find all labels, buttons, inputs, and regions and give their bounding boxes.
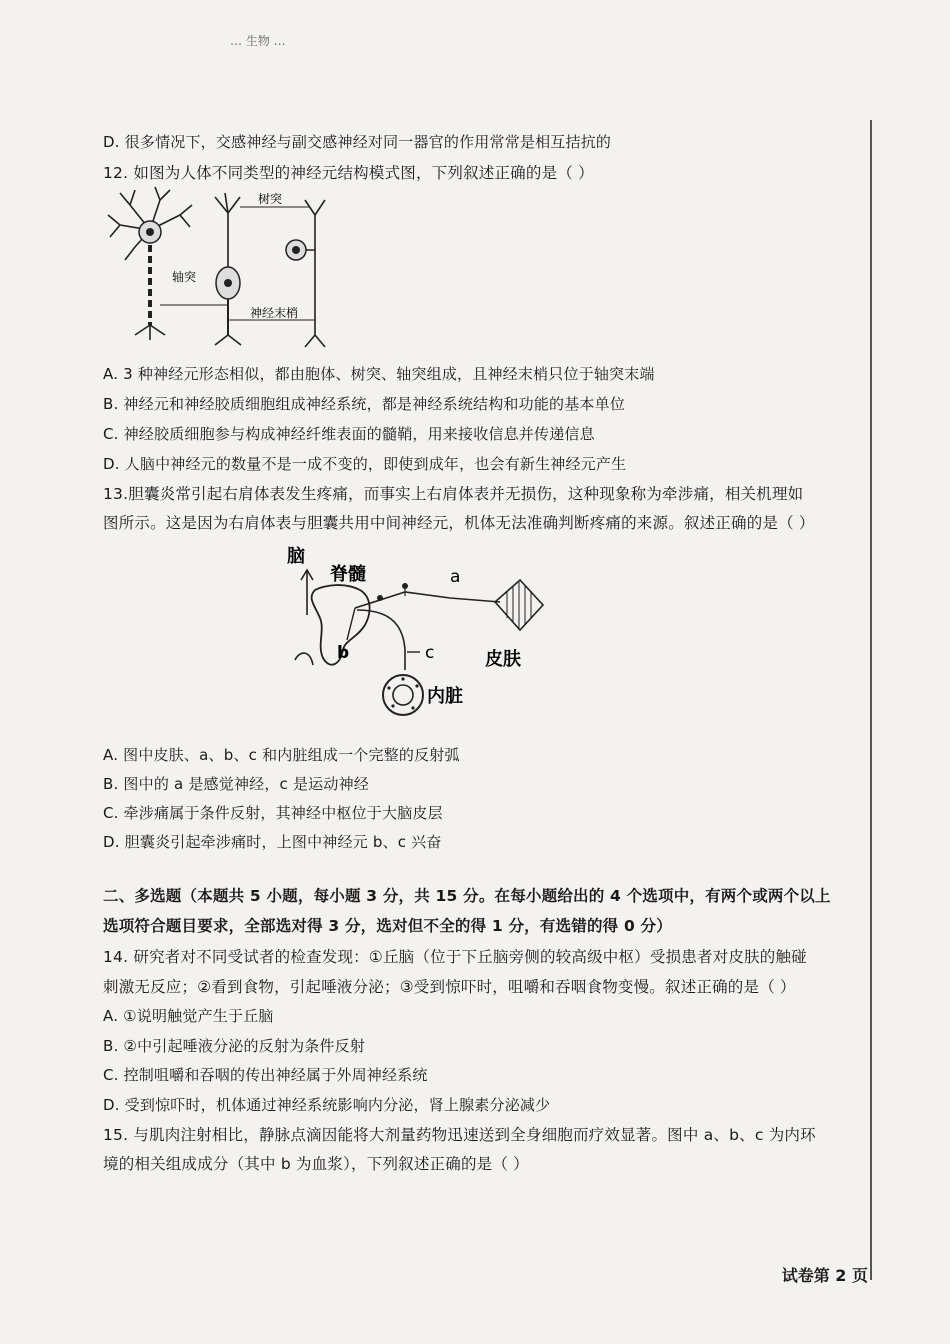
page-frame-line [870,120,872,1280]
q12-stem: 12. 如图为人体不同类型的神经元结构模式图，下列叙述正确的是（ ） [103,164,594,182]
q14-stem-line1: 14. 研究者对不同受试者的检查发现：①丘脑（位于下丘脑旁侧的较高级中枢）受损患者对皮肤的触碰 [103,948,807,966]
label-c: c [425,643,435,663]
q12-option-b: B. 神经元和神经胶质细胞组成神经系统，都是神经系统结构和功能的基本单位 [103,395,626,413]
viscera-icon [383,675,423,715]
skin-icon [495,580,543,630]
q12-option-a: A. 3 种神经元形态相似，都由胞体、树突、轴突组成，且神经末梢只位于轴突末端 [103,365,655,383]
q12-option-d: D. 人脑中神经元的数量不是一成不变的，即使到成年，也会有新生神经元产生 [103,455,627,473]
q13-stem-line1: 13.胆囊炎常引起右肩体表发生疼痛，而事实上右肩体表并无损伤，这种现象称为牵涉痛，相关机理如 [103,485,804,503]
label-brain: 脑 [287,546,305,567]
q14-option-d: D. 受到惊吓时，机体通过神经系统影响内分泌，肾上腺素分泌减少 [103,1096,551,1114]
q14-option-c: C. 控制咀嚼和吞咽的传出神经属于外周神经系统 [103,1066,428,1084]
label-skin: 皮肤 [485,649,521,670]
referred-pain-diagram [285,540,555,720]
q15-stem-line1: 15. 与肌肉注射相比，静脉点滴因能将大剂量药物迅速送到全身细胞而疗效显著。图中 a、b、c 为内环 [103,1126,816,1144]
multipolar-neuron [108,187,192,340]
label-terminal: 神经末梢 [250,306,299,320]
q15-stem-line2: 境的相关组成成分（其中 b 为血浆），下列叙述正确的是（ ） [103,1155,529,1173]
unipolar-neuron [240,200,325,347]
label-b: b [337,643,350,663]
label-dendrite: 树突 [258,192,283,206]
page-header-fragment: … 生物 … [230,34,286,48]
q14-stem-line2: 刺激无反应；②看到食物，引起唾液分泌；③受到惊吓时，咀嚼和吞咽食物变慢。叙述正确的是（ ） [103,978,796,996]
section2-title-line2: 选项符合题目要求，全部选对得 3 分，选对但不全的得 1 分，有选错的得 0 分） [103,917,672,935]
neuron-diagram [100,185,340,355]
q12-option-c: C. 神经胶质细胞参与构成神经纤维表面的髓鞘，用来接收信息并传递信息 [103,425,595,443]
q13-option-a: A. 图中皮肤、a、b、c 和内脏组成一个完整的反射弧 [103,746,460,764]
label-viscera: 内脏 [427,686,463,707]
page-number: 试卷第 2 页 [781,1266,868,1285]
q14-option-a: A. ①说明触觉产生于丘脑 [103,1007,274,1025]
q13-option-d: D. 胆囊炎引起牵涉痛时，上图中神经元 b、c 兴奋 [103,833,442,851]
label-spinal-cord: 脊髓 [330,564,366,585]
q13-option-b: B. 图中的 a 是感觉神经，c 是运动神经 [103,775,369,793]
label-axon: 轴突 [172,270,197,284]
label-a: a [450,567,461,587]
q11-option-d: D. 很多情况下，交感神经与副交感神经对同一器官的作用常常是相互拮抗的 [103,133,612,151]
q14-option-b: B. ②中引起唾液分泌的反射为条件反射 [103,1037,366,1055]
section2-title-line1: 二、多选题（本题共 5 小题，每小题 3 分，共 15 分。在每小题给出的 4 个选项中，有两个或两个以上 [103,887,831,905]
q13-option-c: C. 牵涉痛属于条件反射，其神经中枢位于大脑皮层 [103,804,443,822]
q13-stem-line2: 图所示。这是因为右肩体表与胆囊共用中间神经元，机体无法准确判断疼痛的来源。叙述正确的是（ ） [103,514,815,532]
